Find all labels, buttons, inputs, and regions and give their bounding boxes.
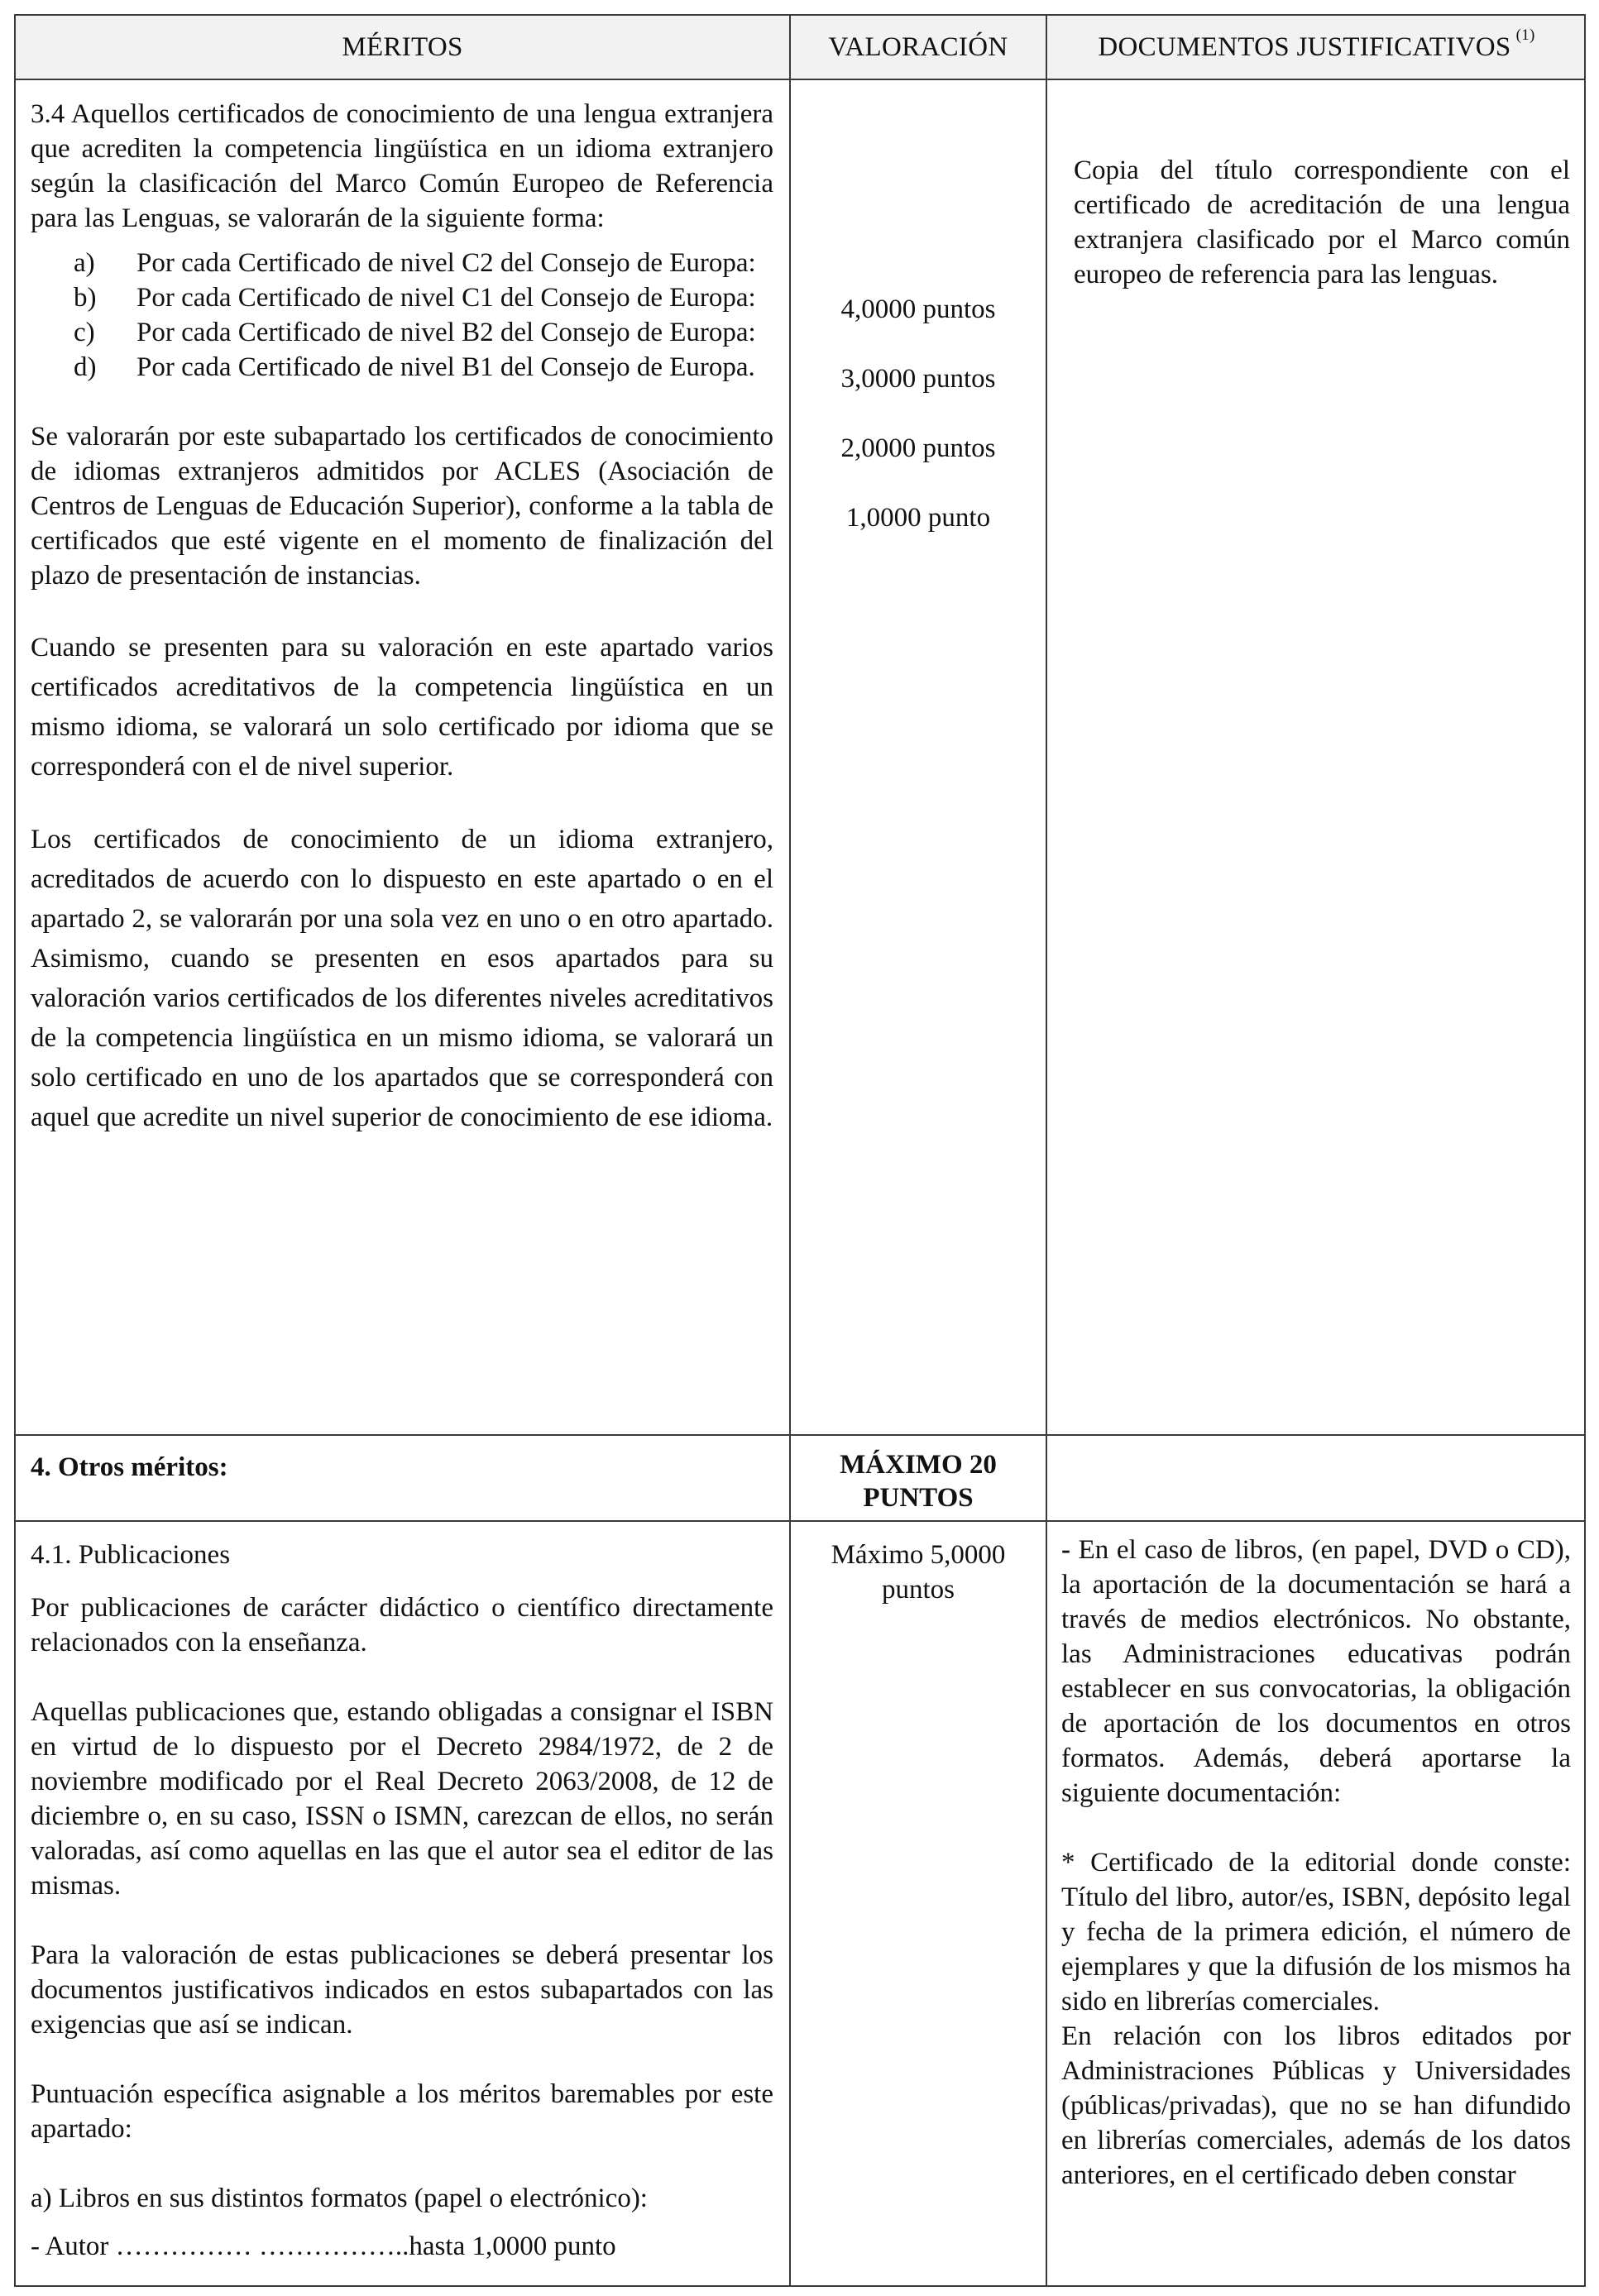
list-item-text: Por cada Certificado de nivel C2 del Consejo de Europa: — [136, 248, 756, 278]
value-b1: 1,0000 punto — [845, 503, 991, 533]
list-item-text: Por cada Certificado de nivel C1 del Consejo de Europa: — [136, 283, 756, 313]
row-4-1-doc-paragraph: * Certificado de la editorial donde conste: Título del libro, autor/es, ISBN, depósito legal y fecha de la primera edición, el número de ejemplares y que la difusión de los mismos ha sido en librerías comerciales. — [1061, 1848, 1571, 2016]
row-4-1-author-line: - Autor …………… ……………..hasta 1,0000 punto — [31, 2231, 616, 2261]
list-item-text: Por cada Certificado de nivel B1 del Consejo de Europa. — [136, 352, 755, 382]
row-4-1-merits — [31, 1538, 773, 2264]
list-item-text: Por cada Certificado de nivel B2 del Consejo de Europa: — [136, 318, 756, 347]
row-4-value — [791, 1448, 1046, 1514]
row-4-1-value-line1: Máximo 5,0000 — [831, 1540, 1006, 1570]
row-3-4-paragraph: Los certificados de conocimiento de un idioma extranjero, acreditados de acuerdo con lo dispuesto en este apartado o en el apartado 2, se valorarán por una sola vez en uno o en otro apartado. Asimismo, cuando se presenten en esos apartados para su valoración varios certificados de los diferentes niveles acreditativos de la competencia lingüística en un mismo idioma, se valorará un solo certificado en uno de los apartados que se corresponderá con aquel que acredite un nivel superior de conocimiento de ese idioma. — [31, 825, 773, 1132]
header-footnote-ref: (1) — [1515, 26, 1535, 44]
row-4-1-doc-dash: - — [1061, 1535, 1070, 1565]
row-4-1-value-line2: puntos — [881, 1575, 955, 1605]
level-list — [31, 246, 773, 385]
row-3-4-merits — [31, 97, 773, 1137]
column-divider — [789, 16, 791, 2285]
row-4-1-title: 4.1. Publicaciones — [31, 1540, 231, 1570]
row-4-1-paragraph: a) Libros en sus distintos formatos (papel o electrónico): — [31, 2184, 648, 2213]
row-4-1-documents — [1061, 1533, 1571, 2193]
row-4-1-doc-text: En el caso de libros, (en papel, DVD o CD), la aportación de la documentación se hará a través de medios electrónicos. No obstante, las Administraciones educativas podrán establecer en sus convocatorias, la obligación de aportación de los documentos en otros formatos. Además, deberá aportarse la siguiente documentación: — [1061, 1535, 1571, 1808]
column-divider — [1046, 16, 1047, 2285]
list-item-label: c) — [74, 318, 95, 347]
row-3-4-paragraph: Se valorarán por este subapartado los certificados de conocimiento de idiomas extranjeros admitidos por ACLES (Asociación de Centros de Lenguas de Educación Superior), conforme a la tabla de certificados que esté vigente en el momento de finalización del plazo de presentación de instancias. — [31, 422, 773, 591]
row-divider — [16, 1520, 1584, 1522]
row-3-4-documents: Copia del título correspondiente con el certificado de acreditación de una lengua extranjera clasificado por el Marco común europeo de referencia para las lenguas. — [1074, 155, 1570, 289]
value-c2: 4,0000 puntos — [840, 294, 996, 324]
row-4-1-paragraph: Para la valoración de estas publicaciones se deberá presentar los documentos justificativos indicados en estos subapartados con las exigencias que así se indican. — [31, 1940, 773, 2040]
list-item-label: d) — [74, 352, 97, 382]
list-item-label: b) — [74, 283, 97, 313]
row-4-1-paragraph: Puntuación específica asignable a los méritos baremables por este apartado: — [31, 2079, 773, 2144]
row-4-1-paragraph: Aquellas publicaciones que, estando obligadas a consignar el ISBN en virtud de lo dispuesto por el Decreto 2984/1972, de 2 de noviembre modificado por el Real Decreto 2063/2008, de 12 de diciembre o, en su caso, ISSN o ISMN, carezcan de ellos, no serán valoradas, así como aquellas en las que el autor sea el editor de las mismas. — [31, 1697, 773, 1901]
list-item-label: a) — [74, 248, 95, 278]
value-b2: 2,0000 puntos — [840, 433, 996, 463]
header-documentos — [1047, 16, 1586, 79]
row-divider — [16, 1434, 1584, 1436]
row-4-title: 4. Otros méritos: — [31, 1452, 228, 1482]
row-3-4-intro: 3.4 Aquellos certificados de conocimiento de una lengua extranjera que acrediten la competencia lingüística en un idioma extranjero según la clasificación del Marco Común Europeo de Referencia para las Lenguas, se valorarán de la siguiente forma: — [31, 99, 773, 233]
row-4-1-doc-paragraph — [1061, 1533, 1571, 1810]
row-4-value-line2: PUNTOS — [863, 1483, 974, 1513]
header-meritos: MÉRITOS — [342, 31, 463, 62]
list-item — [31, 350, 773, 385]
row-4-1-doc-paragraph: En relación con los libros editados por Administraciones Públicas y Universidades (públicas/privadas), que no se han difundido en librerías comerciales, además de los datos anteriores, en el certificado deben constar — [1061, 2021, 1571, 2190]
list-item — [31, 315, 773, 350]
merits-table — [14, 14, 1586, 2287]
row-4-value-line1: MÁXIMO 20 — [840, 1450, 997, 1480]
header-documentos-label: DOCUMENTOS JUSTIFICATIVOS — [1098, 31, 1511, 62]
row-4-1-paragraph: Por publicaciones de carácter didáctico o científico directamente relacionados con la enseñanza. — [31, 1593, 773, 1657]
list-item — [31, 280, 773, 315]
row-4-1-value — [791, 1538, 1046, 1607]
value-c1: 3,0000 puntos — [840, 364, 996, 394]
header-valoracion: VALORACIÓN — [828, 31, 1008, 62]
list-item — [31, 246, 773, 280]
row-3-4-paragraph: Cuando se presenten para su valoración en este apartado varios certificados acreditativos de la competencia lingüística en un mismo idioma, se valorará un solo certificado por idioma que se corresponderá con el de nivel superior. — [31, 633, 773, 782]
table-header — [16, 16, 1584, 80]
